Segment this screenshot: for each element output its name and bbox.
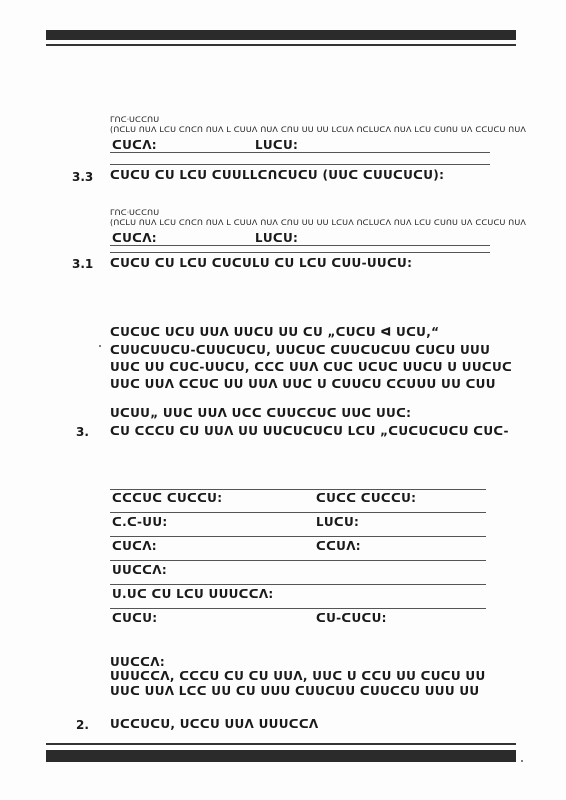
section-3-3-note-line2: (ᑎᑕᒪᑌ ᑎᑌᐱ ᒪᑕᑌ ᑕᑎᑕᑎ ᑎᑌᐱ ᒪ ᑕᑌᑌᐱ ᑎᑌᐱ ᑕᑎᑌ ᑌᑌ ᑌᑌ ᒪᑕᑌᐱ ᑎᑕᒪᑌᑕᐱ ᑎᑌᐱ ᒪᑕᑌ ᑕᑌᑎᑌ ᑌᐱ ᑕᑕᑌᑕᑌ ᑎᑌᐱ	[110, 125, 527, 134]
form-field-r3-left: ᑕᑌᑕᐱ:	[112, 539, 157, 553]
form-field-r4-left: ᑌᑌᑕᑕᐱ:	[112, 563, 167, 577]
paragraph-line-1: ᑕᑌᑕᑌᑕ ᑌᑕᑌ ᑌᑌᐱ ᑌᑌᑕᑌ ᑌᑌ ᑕᑌ „ᑕᑌᑕᑌ ᐊ ᑌᑕᑌ,“	[110, 325, 440, 339]
top-border-bar	[46, 30, 516, 40]
section-3-1-note-line2: (ᑎᑕᒪᑌ ᑎᑌᐱ ᒪᑕᑌ ᑕᑎᑕᑎ ᑎᑌᐱ ᒪ ᑕᑌᑌᐱ ᑎᑌᐱ ᑕᑎᑌ ᑌᑌ ᑌᑌ ᒪᑕᑌᐱ ᑎᑕᒪᑌᑕᐱ ᑎᑌᐱ ᒪᑕᑌ ᑕᑌᑎᑌ ᑌᐱ ᑕᑕᑌᑕᑌ ᑎᑌᐱ	[110, 218, 527, 227]
bottom-border-line	[46, 743, 516, 745]
paragraph-line-3: ᑌᑌᑕ ᑌᑌ ᑕᑌᑕ-ᑌᑌᑕᑌ, ᑕᑕᑕ ᑌᑌᐱ ᑕᑌᑕ ᑌᑕᑌᑕ ᑌᑌᑕᑌ ᑌ ᑌᑌᑕᑌᑕ	[110, 360, 513, 374]
section-2-number: 2.	[76, 718, 89, 732]
bottom-border-bar	[46, 750, 516, 762]
section-3-1-answer-line	[110, 252, 490, 253]
section-3-1-field-right: ᒪᑌᑕᑌ:	[255, 231, 299, 245]
section-3-3-field-left: ᑕᑌᑕᐱ:	[112, 138, 157, 152]
section-3-number: 3.	[76, 425, 89, 439]
section-3-3-field-right: ᒪᑌᑕᑌ:	[255, 138, 299, 152]
section-3-1-field-left: ᑕᑌᑕᐱ:	[112, 231, 157, 245]
paragraph-line-4: ᑌᑌᑕ ᑌᑌᐱ ᑕᑕᑌᑕ ᑌᑌ ᑌᑌᐱ ᑌᑌᑕ ᑌ ᑕᑌᑌᑕᑌ ᑕᑕᑌᑌᑌ ᑌᑌ ᑕᑌᑌ	[110, 377, 496, 391]
form-field-r6-right: ᑕᑌ-ᑕᑌᑕᑌ:	[316, 611, 387, 625]
paragraph-line-2: ᑕᑌᑌᑕᑌᑌᑕᑌ-ᑕᑌᑌᑕᑌᑕᑌ, ᑌᑌᑕᑌᑕ ᑕᑌᑌᑕᑌᑕᑌᑌ ᑕᑌᑕᑌ ᑌᑌᑌ	[110, 343, 491, 357]
form-line-4	[110, 584, 486, 585]
section-2-line-2: ᑌᑌᑌᑕᑕᐱ, ᑕᑕᑕᑌ ᑕᑌ ᑕᑌ ᑌᑌᐱ, ᑌᑌᑕ ᑌ ᑕᑕᑌ ᑌᑌ ᑕᑌᑕᑌ ᑌᑌ	[110, 669, 486, 683]
form-field-r2-right: ᒪᑌᑕᑌ:	[316, 515, 360, 529]
bullet-dot	[99, 345, 101, 347]
form-line-5	[110, 608, 486, 609]
section-3-1-heading: ᑕᑌᑕᑌ ᑕᑌ ᒪᑕᑌ ᑕᑌᑕᑌᒪᑌ ᑕᑌ ᒪᑕᑌ ᑕᑌᑌ-ᑌᑌᑕᑌ:	[110, 256, 413, 270]
form-field-r2-left: ᑕ.ᑕ-ᑌᑌ:	[112, 515, 168, 529]
paragraph-line-6: ᑕᑌ ᑕᑕᑕᑌ ᑕᑌ ᑌᑌᐱ ᑌᑌ ᑌᑌᑕᑌᑕᑌᑕᑌ ᒪᑕᑌ „ᑕᑌᑕᑌᑕᑌᑕᑌ ᑕᑌᑕ-	[110, 424, 509, 438]
section-3-1-note-line1: ᒥᑎᑕᐧᑌᑕᑕᑎᑌ	[110, 208, 160, 217]
section-3-3-heading: ᑕᑌᑕᑌ ᑕᑌ ᒪᑕᑌ ᑕᑌᑌᒪᒪᑕᑎᑕᑌᑕᑌ (ᑌᑌᑕ ᑕᑌᑌᑕᑌᑕᑌ):	[110, 168, 445, 182]
form-field-r1-left: ᑕᑕᑕᑌᑕ ᑕᑌᑕᑕᑌ:	[112, 491, 223, 505]
section-2-heading: ᑌᑕᑕᑌᑕᑌ, ᑌᑕᑕᑌ ᑌᑌᐱ ᑌᑌᑌᑕᑕᐱ	[110, 717, 319, 731]
section-3-3-answer-line	[110, 164, 490, 165]
form-top-line	[110, 489, 486, 490]
scan-speck	[521, 760, 523, 762]
section-3-1-number: 3.1	[72, 257, 94, 271]
form-field-r5-left: ᑌ.ᑌᑕ ᑕᑌ ᒪᑕᑌ ᑌᑌᑌᑕᑕᐱ:	[112, 587, 274, 601]
form-line-1	[110, 512, 486, 513]
section-3-3-note-line1: ᒥᑎᑕᐧᑌᑕᑕᑎᑌ	[110, 115, 160, 124]
form-field-r1-right: ᑕᑌᑕᑕ ᑕᑌᑕᑕᑌ:	[316, 491, 417, 505]
section-2-line-1: ᑌᑌᑕᑕᐱ:	[110, 655, 165, 669]
section-3-1-field-line	[110, 245, 490, 246]
top-border-line	[46, 44, 516, 46]
section-2-line-3: ᑌᑌᑕ ᑌᑌᐱ ᒪᑕᑕ ᑌᑌ ᑕᑌ ᑌᑌᑌ ᑕᑌᑌᑕᑌᑌ ᑕᑌᑌᑕᑕᑌ ᑌᑌᑌ ᑌᑌ	[110, 684, 480, 698]
paragraph-line-5: ᑌᑕᑌᑌ„ ᑌᑌᑕ ᑌᑌᐱ ᑌᑕᑕ ᑕᑌᑌᑕᑕᑌᑕ ᑌᑌᑕ ᑌᑌᑕ:	[110, 406, 412, 420]
section-3-3-number: 3.3	[72, 170, 94, 184]
form-field-r6-left: ᑕᑌᑕᑌ:	[112, 611, 158, 625]
form-line-2	[110, 536, 486, 537]
section-3-3-field-line	[110, 152, 490, 153]
form-field-r3-right: ᑕᑕᑌᐱ:	[316, 539, 361, 553]
form-line-3	[110, 560, 486, 561]
